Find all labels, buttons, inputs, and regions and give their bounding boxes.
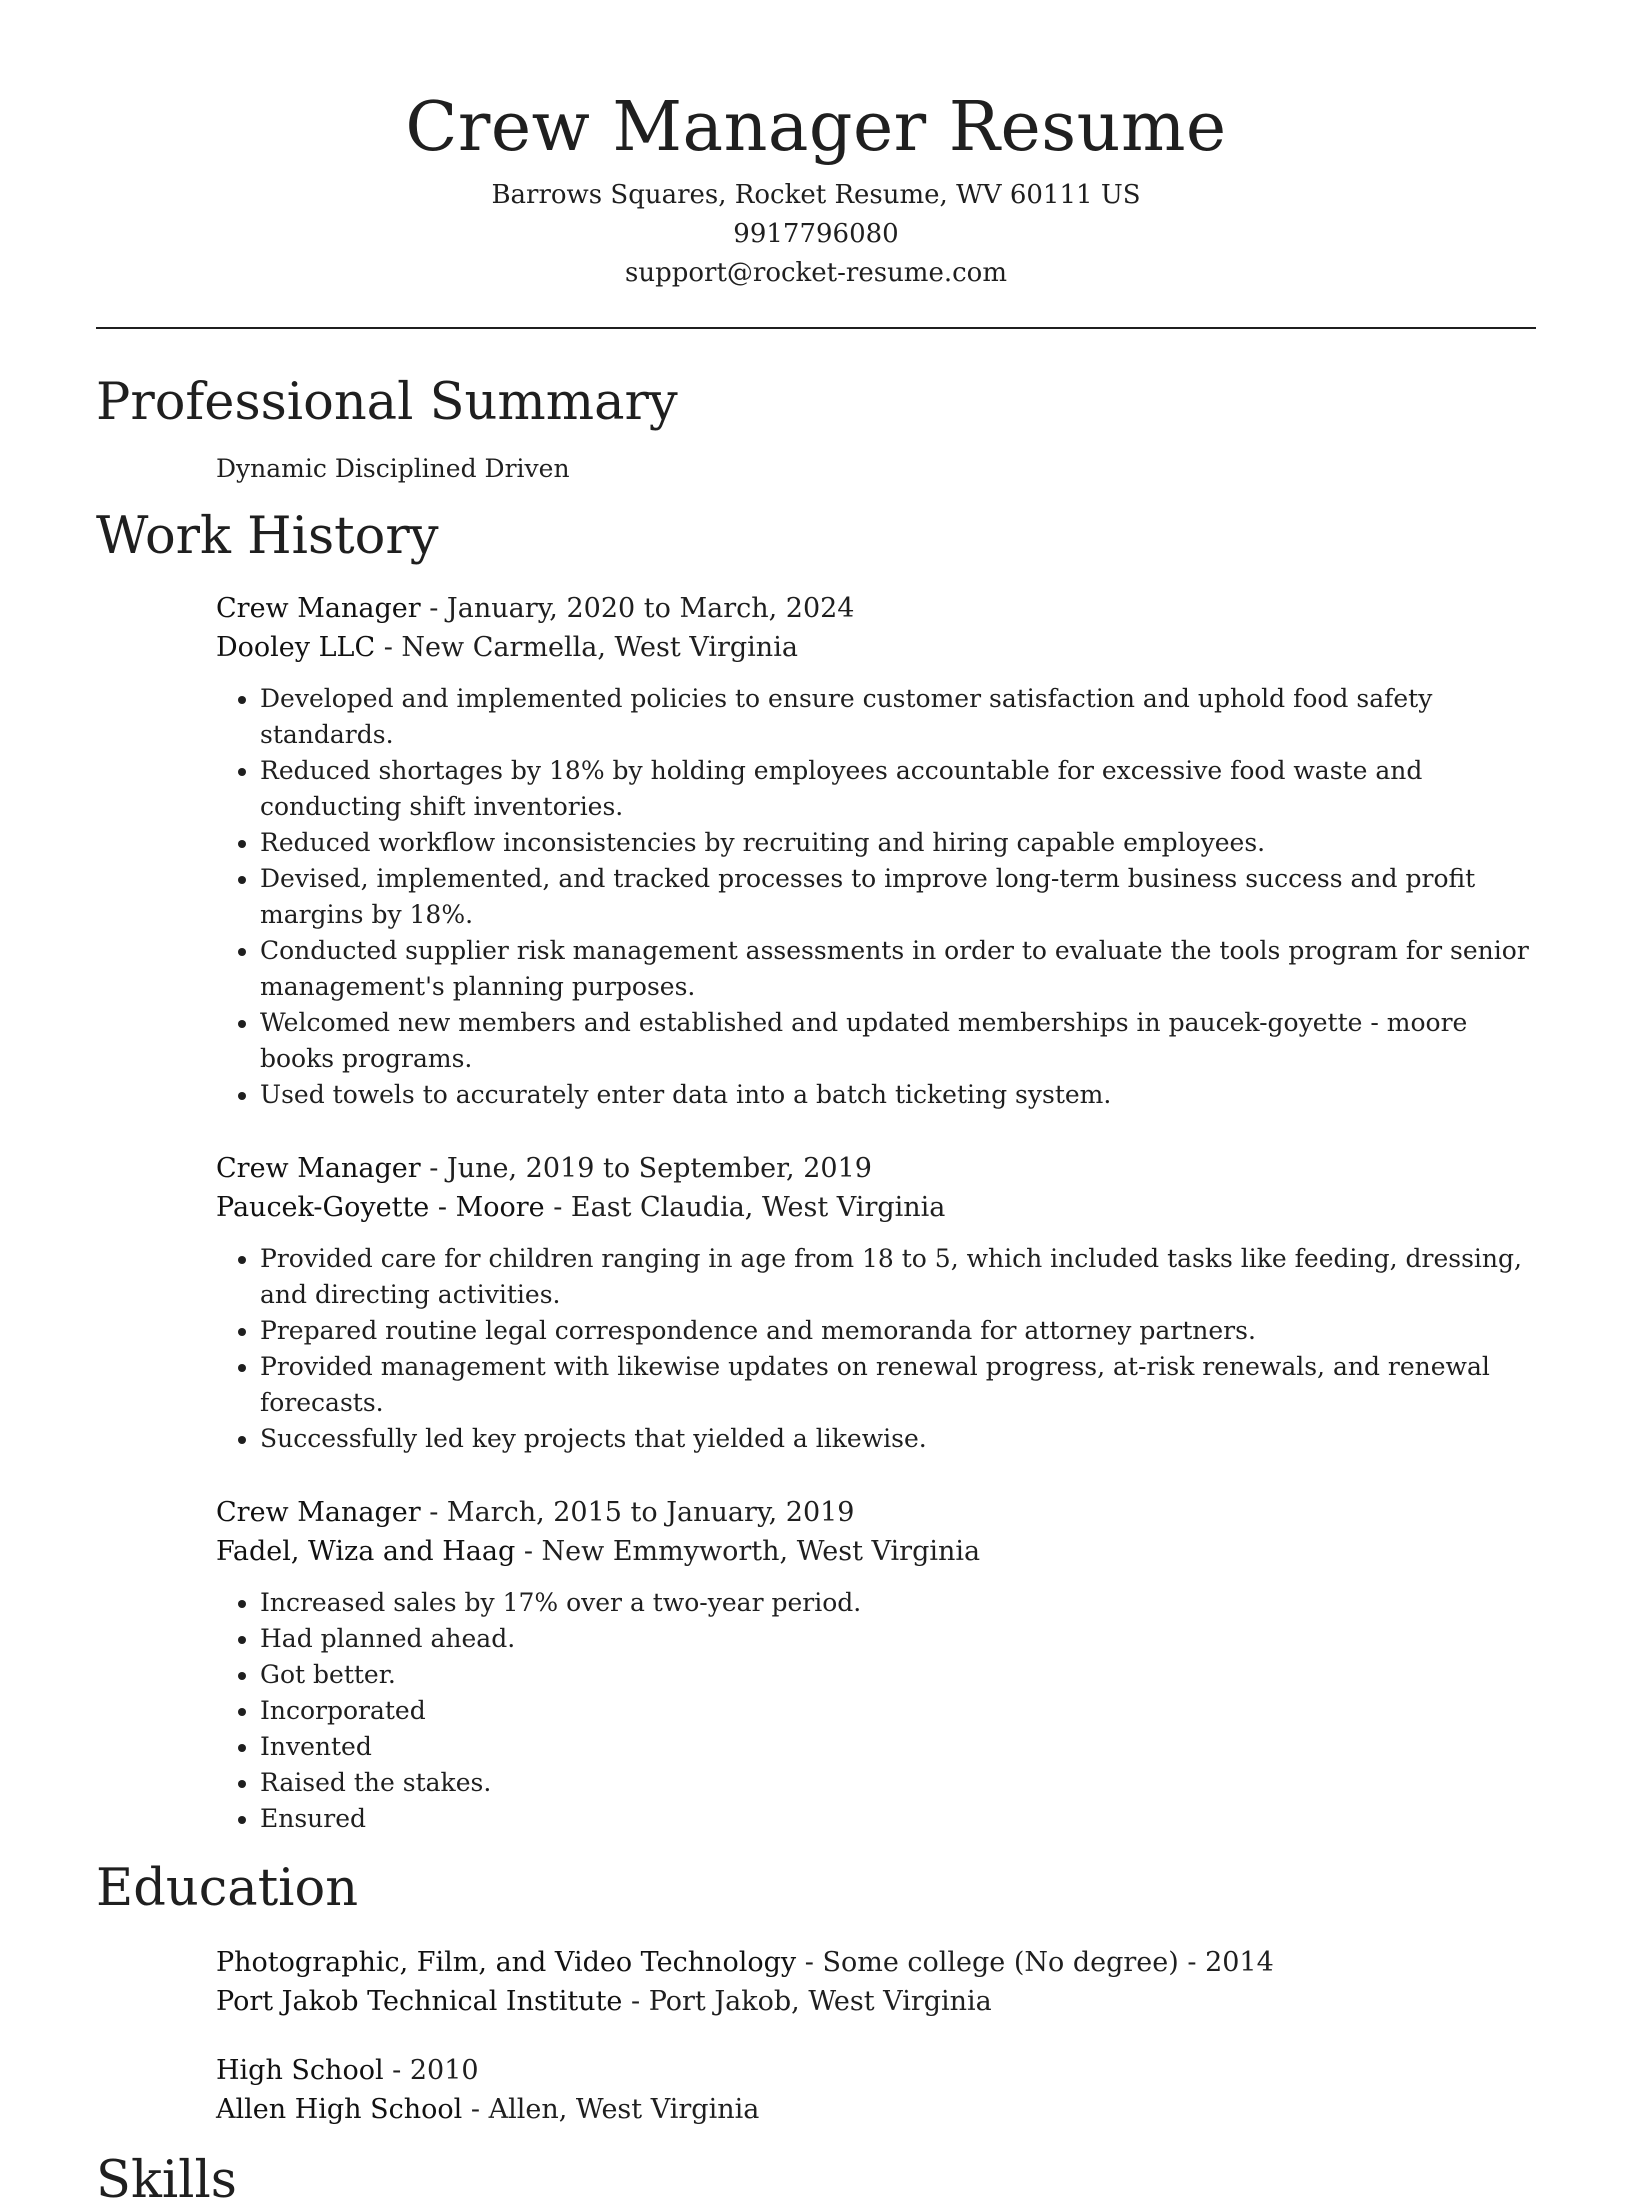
resume-title: Crew Manager Resume (405, 88, 1227, 167)
job-title-line (216, 1149, 1536, 1188)
job-company: Dooley LLC (216, 632, 376, 663)
job-bullet: • Invented (260, 1729, 1536, 1765)
resume-page (96, 0, 1536, 2211)
job-company-line (216, 1188, 1536, 1227)
education-degree: Photographic, Film, and Video Technology (216, 1947, 797, 1978)
job-bullet: • Provided care for children ranging in age from 18 to 5, which included tasks like feeding, dressing, and directing activities. (260, 1241, 1536, 1313)
education-degree: High School (216, 2055, 384, 2086)
job-bullet: • Got better. (260, 1657, 1536, 1693)
job-company: Fadel, Wiza and Haag (216, 1536, 516, 1567)
job-dates: - March, 2015 to January, 2019 (420, 1497, 855, 1528)
job-bullet: • Reduced workflow inconsistencies by recruiting and hiring capable employees. (260, 825, 1536, 861)
education-degree-line (216, 2051, 1536, 2090)
section-title-work: Work History (96, 507, 439, 566)
job-title: Crew Manager (216, 1497, 421, 1528)
section-summary (96, 373, 1536, 487)
job-bullet: • Reduced shortages by 18% by holding employees accountable for excessive food waste and conducting shift inventories. (260, 753, 1536, 825)
job-dates: - January, 2020 to March, 2024 (420, 593, 855, 624)
job-company: Paucek-Goyette - Moore (216, 1192, 545, 1223)
job-bullet: • Ensured (260, 1801, 1536, 1837)
job-bullet: • Conducted supplier risk management assessments in order to evaluate the tools program for senior management's planning purposes. (260, 933, 1536, 1005)
education-entry (216, 2051, 1536, 2129)
job-bullet: • Incorporated (260, 1693, 1536, 1729)
job-bullet: • Successfully led key projects that yielded a likewise. (260, 1421, 1536, 1457)
contact-block (96, 176, 1536, 293)
job-dates: - June, 2019 to September, 2019 (420, 1153, 872, 1184)
contact-phone: 9917796080 (733, 219, 899, 249)
education-entry (216, 1943, 1536, 2021)
job-bullet: • Had planned ahead. (260, 1621, 1536, 1657)
job-bullet: • Devised, implemented, and tracked processes to improve long-term business success and profit margins by 18%. (260, 861, 1536, 933)
education-degree-line (216, 1943, 1536, 1982)
job-bullet: • Provided management with likewise updates on renewal progress, at-risk renewals, and renewal forecasts. (260, 1349, 1536, 1421)
job-entry (216, 1493, 1536, 1837)
contact-address: Barrows Squares, Rocket Resume, WV 60111 US (491, 180, 1141, 210)
job-bullet: • Used towels to accurately enter data into a batch ticketing system. (260, 1077, 1536, 1113)
section-education (96, 1859, 1536, 2129)
job-bullets (216, 1585, 1536, 1837)
job-company-line (216, 628, 1536, 667)
job-title-line (216, 1493, 1536, 1532)
education-school: Allen High School (216, 2094, 463, 2125)
job-bullet: • Increased sales by 17% over a two-year period. (260, 1585, 1536, 1621)
summary-text: Dynamic Disciplined Driven (216, 454, 570, 483)
job-bullets (216, 681, 1536, 1113)
job-bullet: • Raised the stakes. (260, 1765, 1536, 1801)
education-detail: - Some college (No degree) - 2014 (796, 1947, 1274, 1978)
section-skills (96, 2151, 1536, 2211)
job-location: - East Claudia, West Virginia (544, 1192, 946, 1223)
job-company-line (216, 1532, 1536, 1571)
job-title: Crew Manager (216, 593, 421, 624)
job-bullets (216, 1241, 1536, 1457)
education-location: - Port Jakob, West Virginia (622, 1986, 992, 2017)
job-entry (216, 589, 1536, 1113)
job-location: - New Carmella, West Virginia (375, 632, 798, 663)
education-school: Port Jakob Technical Institute (216, 1986, 623, 2017)
job-entry (216, 1149, 1536, 1457)
section-title-summary: Professional Summary (96, 373, 678, 432)
section-title-skills: Skills (96, 2151, 237, 2210)
job-title-line (216, 589, 1536, 628)
header-divider (96, 327, 1536, 329)
section-title-education: Education (96, 1859, 359, 1918)
job-bullet: • Developed and implemented policies to ensure customer satisfaction and uphold food safety standards. (260, 681, 1536, 753)
job-title: Crew Manager (216, 1153, 421, 1184)
section-work-history (96, 507, 1536, 1837)
education-school-line (216, 1982, 1536, 2021)
resume-header (96, 0, 1536, 293)
education-school-line (216, 2090, 1536, 2129)
contact-email: support@rocket-resume.com (624, 258, 1007, 288)
job-location: - New Emmyworth, West Virginia (515, 1536, 981, 1567)
job-bullet: • Welcomed new members and established and updated memberships in paucek-goyette - moore books programs. (260, 1005, 1536, 1077)
education-location: - Allen, West Virginia (462, 2094, 760, 2125)
education-detail: - 2010 (383, 2055, 479, 2086)
job-bullet: • Prepared routine legal correspondence and memoranda for attorney partners. (260, 1313, 1536, 1349)
